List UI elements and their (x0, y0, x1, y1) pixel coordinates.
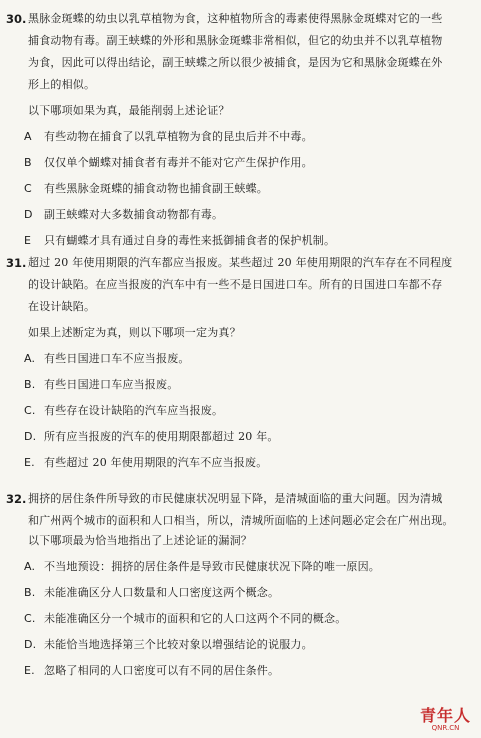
site-logo (420, 703, 471, 732)
option-b[interactable]: B 仅仅单个蝴蝶对捕食者有毒并不能对它产生保护作用。 (24, 156, 313, 169)
stem-line: 拥挤的居住条件所导致的市民健康状况明显下降，是清城面临的重大问题。因为清城 (28, 492, 443, 505)
option-e[interactable]: E. 有些超过 20 年使用期限的汽车不应当报废。 (24, 456, 268, 469)
option-c[interactable]: C 有些黑脉金斑蝶的捕食动物也捕食副王蛱蝶。 (24, 182, 268, 195)
option-a[interactable]: A. 有些日国进口车不应当报废。 (24, 352, 190, 365)
question-prompt: 以下哪项如果为真，最能削弱上述论证？ (28, 104, 230, 117)
stem-line: 形上的相似。 (28, 78, 96, 91)
question-number: 32. (6, 492, 27, 506)
option-b[interactable]: B. 未能准确区分人口数量和人口密度这两个概念。 (24, 586, 280, 599)
question-prompt: 以下哪项最为恰当地指出了上述论证的漏洞？ (28, 534, 252, 547)
stem-line: 捕食动物有毒。副王蛱蝶的外形和黑脉金斑蝶非常相似，但它的幼虫并不以乳草植物 (28, 34, 443, 47)
logo-url: QNR.CN (431, 724, 460, 732)
question-prompt: 如果上述断定为真，则以下哪项一定为真？ (28, 326, 241, 339)
option-c[interactable]: C. 有些存在设计缺陷的汽车应当报废。 (24, 404, 224, 417)
option-a[interactable]: A 有些动物在捕食了以乳草植物为食的昆虫后并不中毒。 (24, 130, 313, 143)
stem-line: 黑脉金斑蝶的幼虫以乳草植物为食，这种植物所含的毒素使得黑脉金斑蝶对它的一些 (28, 12, 443, 25)
logo-name: 青年人 (419, 706, 471, 725)
stem-line: 为食，因此可以得出结论，副王蛱蝶之所以很少被捕食，是因为它和黑脉金斑蝶在外 (28, 56, 443, 69)
option-e[interactable]: E 只有蝴蝶才具有通过自身的毒性来抵御捕食者的保护机制。 (24, 234, 336, 247)
question-number: 30. (6, 12, 27, 26)
option-d[interactable]: D. 未能恰当地选择第三个比较对象以增强结论的说服力。 (24, 638, 313, 651)
stem-line: 的设计缺陷。在应当报废的汽车中有一些不是日国进口车。所有的日国进口车都不存 (28, 278, 443, 291)
option-d[interactable]: D. 所有应当报废的汽车的使用期限都超过 20 年。 (24, 430, 279, 443)
stem-line: 和广州两个城市的面积和人口相当，所以，清城所面临的上述问题必定会在广州出现。 (28, 514, 454, 527)
stem-line: 超过 20 年使用期限的汽车都应当报废。某些超过 20 年使用期限的汽车存在不同程度 (28, 256, 453, 269)
stem-line: 在设计缺陷。 (28, 300, 96, 313)
option-a[interactable]: A. 不当地预设：拥挤的居住条件是导致市民健康状况下降的唯一原因。 (24, 560, 380, 573)
option-b[interactable]: B. 有些日国进口车应当报废。 (24, 378, 179, 391)
option-e[interactable]: E. 忽略了相同的人口密度可以有不同的居住条件。 (24, 664, 280, 677)
option-c[interactable]: C. 未能准确区分一个城市的面积和它的人口这两个不同的概念。 (24, 612, 347, 625)
question-number: 31. (6, 256, 27, 270)
option-d[interactable]: D 副王蛱蝶对大多数捕食动物都有毒。 (24, 208, 224, 221)
